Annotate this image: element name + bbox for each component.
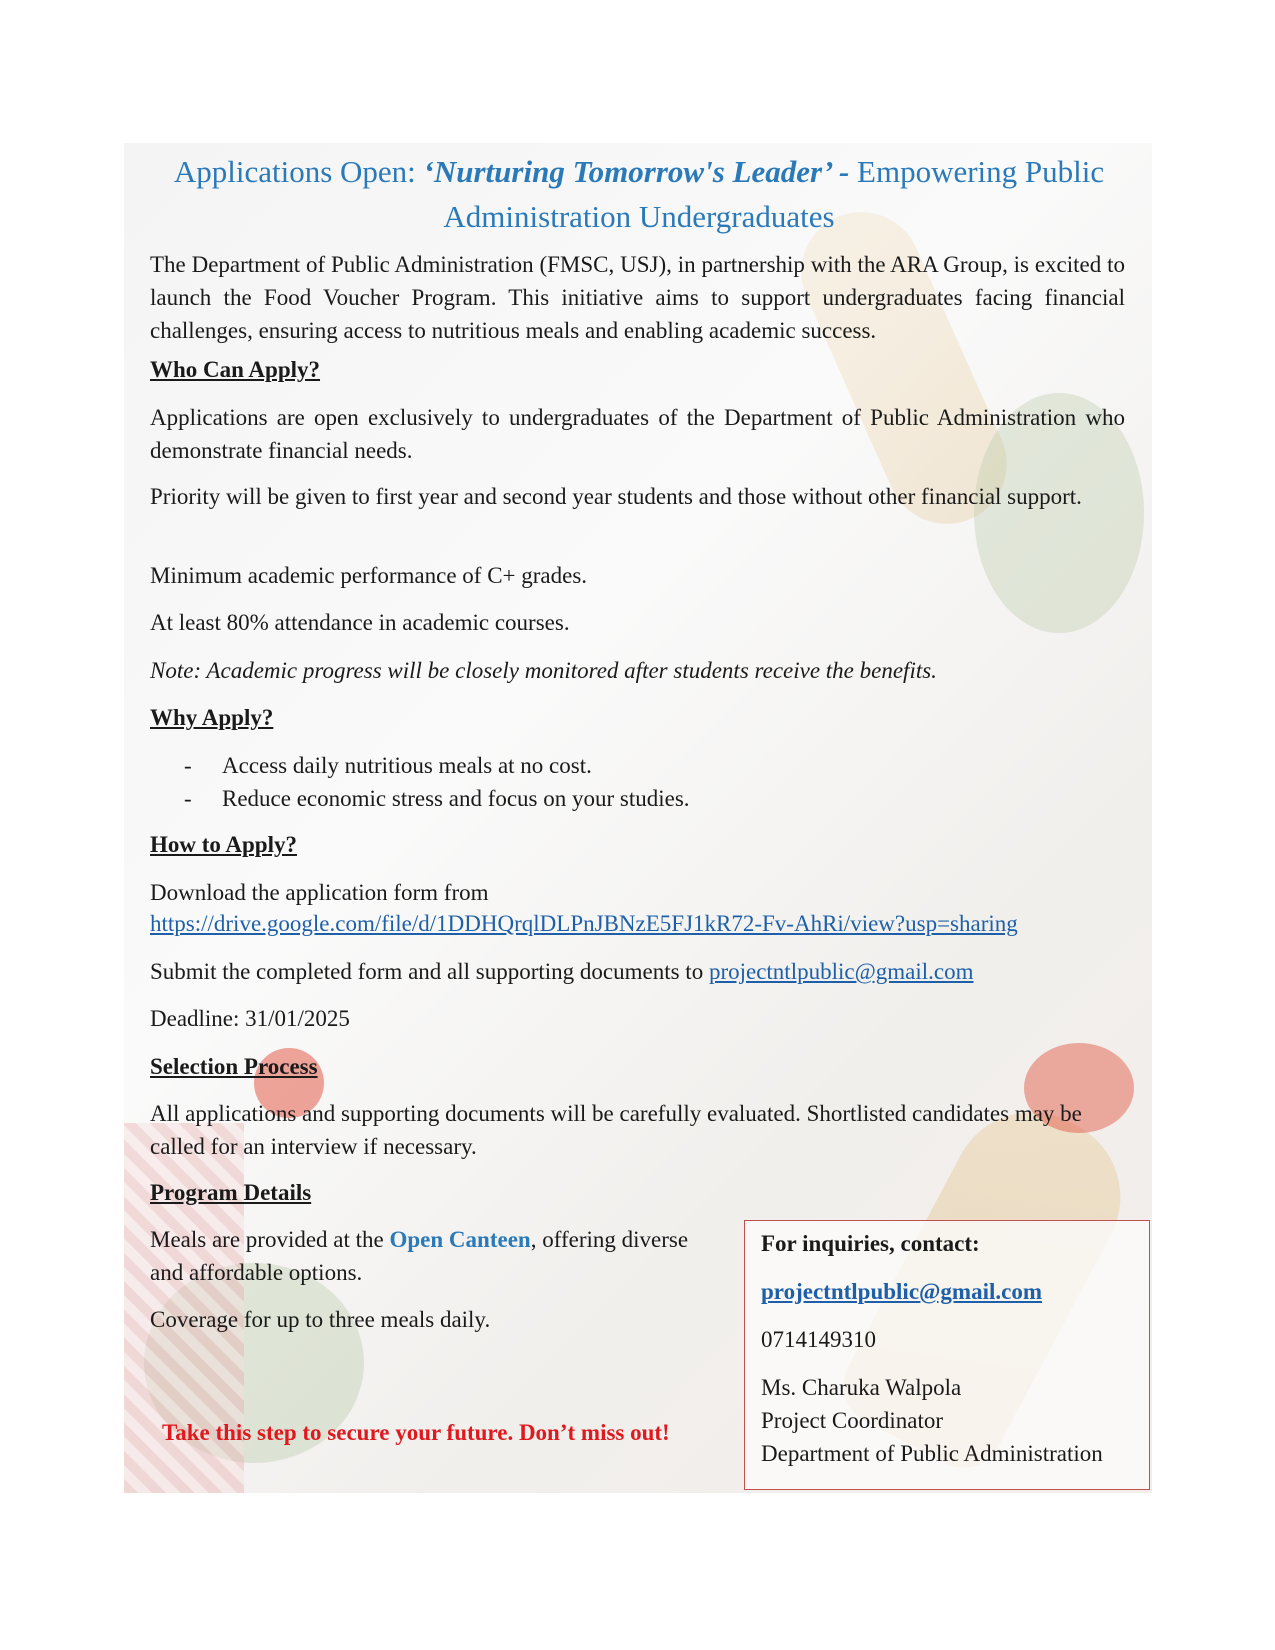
how-heading: How to Apply? xyxy=(150,832,297,857)
submit-email-link[interactable]: projectntlpublic@gmail.com xyxy=(708,959,974,984)
who-paragraph-4: At least 80% attendance in academic courses. xyxy=(150,610,570,635)
call-to-action: Take this step to secure your future. Don’t miss out! xyxy=(162,1420,670,1445)
program-heading: Program Details xyxy=(150,1180,312,1205)
list-item: - Access daily nutritious meals at no cost. xyxy=(184,753,592,778)
contact-heading: For inquiries, contact: xyxy=(761,1231,980,1256)
contact-name: Ms. Charuka Walpola xyxy=(761,1375,962,1400)
deadline-text: Deadline: 31/01/2025 xyxy=(150,1006,350,1031)
who-paragraph-1: Applications are open exclusively to undergraduates of the Department of Public Administration who demonstrate financial needs. xyxy=(150,405,1125,463)
contact-box xyxy=(744,1220,1150,1490)
selection-heading: Selection Process xyxy=(150,1054,318,1079)
who-paragraph-3: Minimum academic performance of C+ grades. xyxy=(150,563,588,588)
open-canteen-text: Open Canteen xyxy=(389,1227,531,1252)
contact-phone: 0714149310 xyxy=(761,1327,876,1352)
meals-paragraph: Meals are provided at the Open Canteen, offering diverse and affordable options. xyxy=(150,1227,689,1285)
why-list xyxy=(184,749,690,815)
note-text: Note: Academic progress will be closely monitored after students receive the benefits. xyxy=(150,658,937,683)
who-heading: Who Can Apply? xyxy=(150,357,321,382)
coverage-text: Coverage for up to three meals daily. xyxy=(150,1307,491,1332)
contact-department: Department of Public Administration xyxy=(761,1441,1103,1466)
contact-email-link[interactable]: projectntlpublic@gmail.com xyxy=(761,1279,1042,1304)
why-heading: Why Apply? xyxy=(150,705,274,730)
who-paragraph-2: Priority will be given to first year and second year students and those without other financial support. xyxy=(150,484,1082,509)
selection-paragraph: All applications and supporting documents will be carefully evaluated. Shortlisted candidates may be called for an interview if necessary. xyxy=(150,1101,1082,1159)
download-text: Download the application form from xyxy=(150,880,489,905)
page-title: Applications Open: ‘Nurturing Tomorrow's Leader’ - Empowering Public Administration Undergraduates xyxy=(173,154,1105,234)
list-item: - Reduce economic stress and focus on your studies. xyxy=(184,786,690,811)
application-form-link[interactable]: https://drive.google.com/file/d/1DDHQrqlDLPnJBNzE5FJ1kR72-Fv-AhRi/view?usp=sharing xyxy=(150,911,1018,936)
intro-paragraph: The Department of Public Administration (FMSC, USJ), in partnership with the ARA Group, is excited to launch the Food Voucher Program. This initiative aims to support undergraduates facing financial challenges, ensuring access to nutritious meals and enabling academic success. xyxy=(150,252,1125,343)
submit-text: Submit the completed form and all supporting documents to projectntlpublic@gmail.com xyxy=(150,959,974,984)
contact-role: Project Coordinator xyxy=(761,1408,944,1433)
